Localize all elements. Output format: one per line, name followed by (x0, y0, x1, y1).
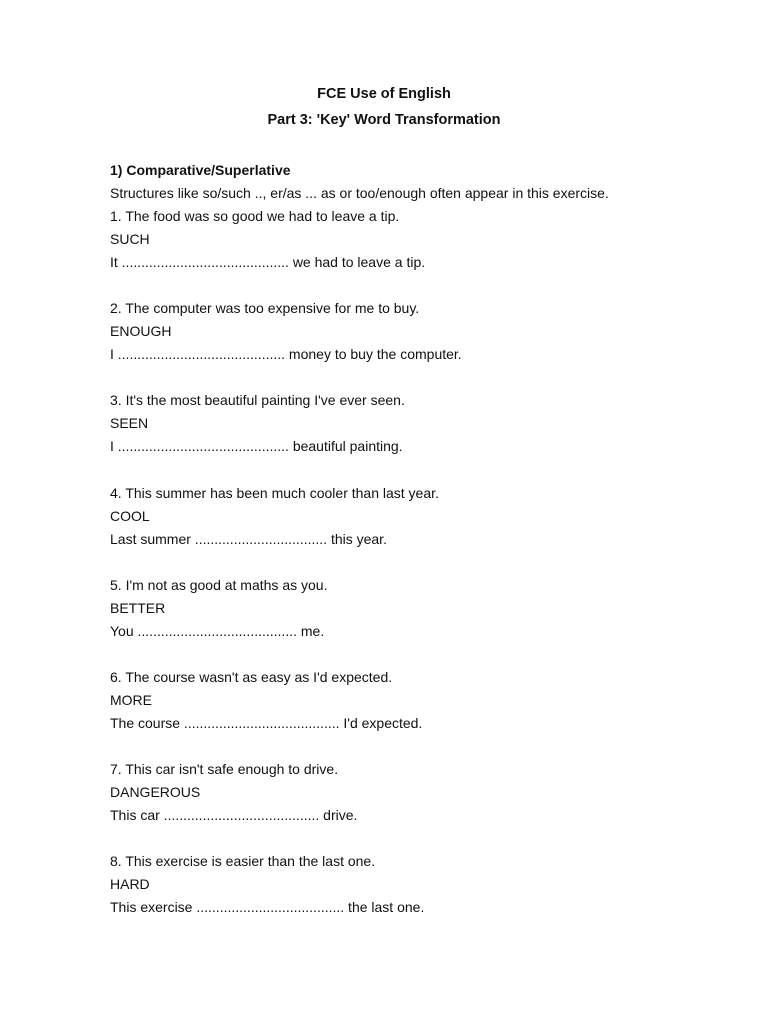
exercise-item-1 (110, 205, 730, 274)
item-keyword: SEEN (110, 415, 149, 432)
item-keyword: DANGEROUS (110, 784, 201, 801)
item-sentence: 3. It's the most beautiful painting I've ever seen. (110, 392, 405, 409)
item-sentence: 1. The food was so good we had to leave a tip. (110, 208, 400, 224)
item-gapped-sentence: You ......................................... me. (110, 622, 325, 639)
item-gapped-sentence: Last summer .................................. this year. (110, 530, 387, 547)
spacer (110, 274, 730, 297)
item-sentence: 7. This car isn't safe enough to drive. (110, 761, 339, 778)
item-keyword: HARD (110, 876, 150, 893)
document-title: FCE Use of English (317, 86, 451, 102)
exercise-item-5 (110, 574, 730, 643)
item-gapped-sentence: I ........................................... money to buy the computer. (110, 346, 462, 363)
item-gapped-sentence: The course ........................................ I'd expected. (110, 714, 423, 731)
item-sentence: 8. This exercise is easier than the last one. (110, 853, 376, 870)
exercise-item-3 (110, 389, 730, 458)
item-gapped-sentence: This car ........................................ drive. (110, 807, 358, 824)
item-gapped-sentence: It ........................................... we had to leave a tip. (110, 254, 426, 270)
spacer (110, 827, 730, 850)
spacer (110, 643, 730, 666)
item-keyword: ENOUGH (110, 323, 172, 340)
section-heading: 1) Comparative/Superlative (110, 162, 291, 178)
item-keyword: SUCH (110, 231, 150, 247)
exercise-body (110, 159, 730, 919)
item-keyword: MORE (110, 691, 152, 708)
item-sentence: 4. This summer has been much cooler than last year. (110, 484, 439, 501)
exercise-item-4 (110, 482, 730, 551)
document-subtitle: Part 3: 'Key' Word Transformation (267, 112, 501, 128)
exercise-item-7 (110, 758, 730, 827)
item-sentence: 2. The computer was too expensive for me to buy. (110, 300, 420, 317)
exercise-item-6 (110, 666, 730, 735)
spacer (110, 366, 730, 389)
spacer (110, 735, 730, 758)
item-gapped-sentence: I ............................................ beautiful painting. (110, 438, 403, 455)
spacer (110, 551, 730, 574)
spacer (110, 458, 730, 481)
exercise-item-8 (110, 850, 730, 919)
item-sentence: 5. I'm not as good at maths as you. (110, 576, 328, 593)
item-keyword: COOL (110, 507, 150, 524)
item-keyword: BETTER (110, 599, 166, 616)
item-gapped-sentence: This exercise ...................................... the last one. (110, 899, 425, 916)
exercise-item-2 (110, 297, 730, 366)
section-intro: Structures like so/such .., er/as ... as or too/enough often appear in this exercise. (110, 185, 609, 201)
item-sentence: 6. The course wasn't as easy as I'd expected. (110, 668, 393, 685)
